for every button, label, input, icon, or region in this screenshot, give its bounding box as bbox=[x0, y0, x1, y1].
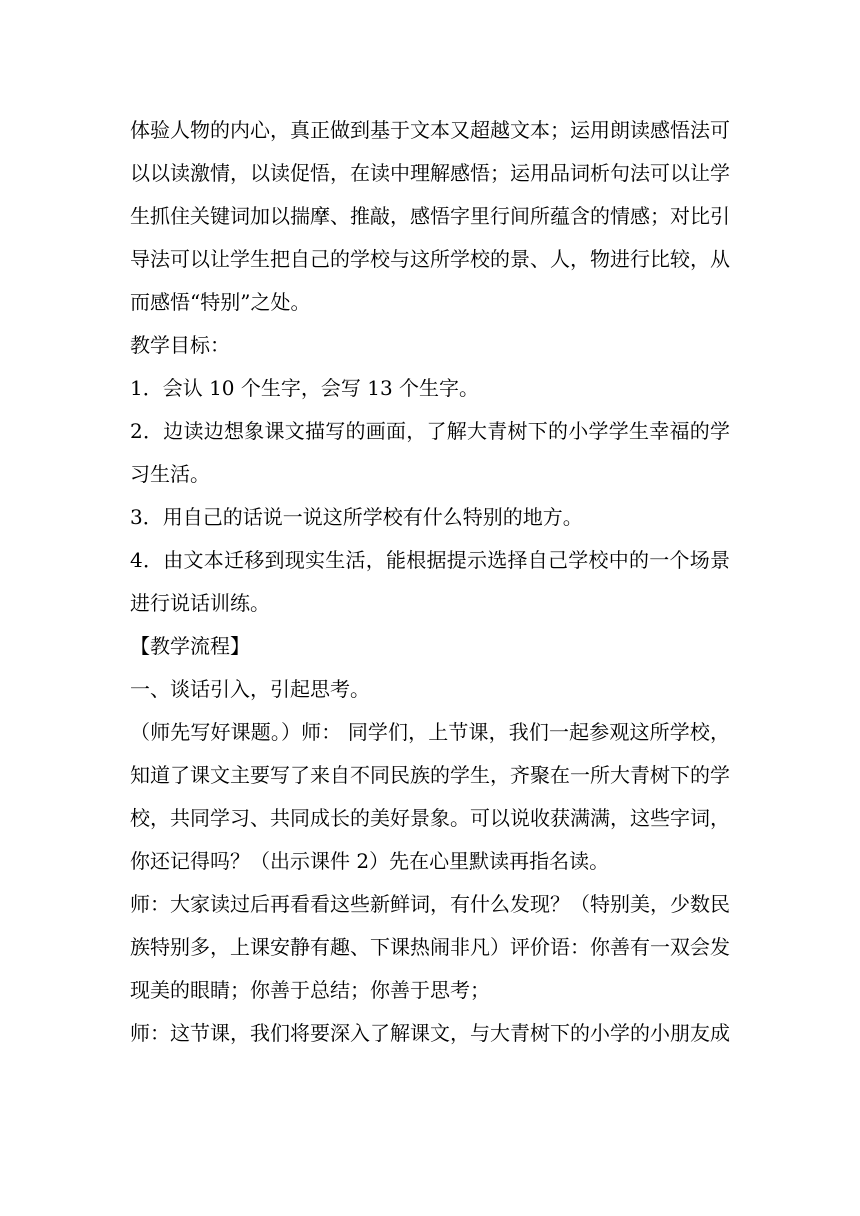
paragraph-line-10: 师：大家读过后再看看这些新鲜词，有什么发现？（特别美，少数民 bbox=[130, 892, 730, 916]
paragraph-line-6: （师先写好课题。）师： 同学们，上节课，我们一起参观这所学校， bbox=[130, 720, 730, 744]
paragraph-line-12: 现美的眼睛；你善于总结；你善于思考； bbox=[130, 978, 490, 1002]
section-heading-teaching-goals: 教学目标： bbox=[130, 333, 230, 357]
paragraph-line-8: 校，共同学习、共同成长的美好景象。可以说收获满满，这些字词， bbox=[130, 806, 730, 830]
paragraph-line-4: 导法可以让学生把自己的学校与这所学校的景、人，物进行比较，从 bbox=[130, 247, 730, 271]
goal-item-2-line-1: 2．边读边想象课文描写的画面，了解大青树下的小学学生幸福的学 bbox=[130, 419, 730, 443]
goal-item-2-line-2: 习生活。 bbox=[130, 462, 210, 486]
paragraph-line-3: 生抓住关键词加以揣摩、推敲，感悟字里行间所蕴含的情感；对比引 bbox=[130, 204, 730, 228]
section-heading-teaching-process: 【教学流程】 bbox=[130, 634, 250, 658]
paragraph-line-11: 族特别多，上课安静有趣、下课热闹非凡）评价语：你善有一双会发 bbox=[130, 935, 730, 959]
goal-item-1: 1．会认 10 个生字，会写 13 个生字。 bbox=[130, 376, 480, 400]
paragraph-line-9: 你还记得吗？（出示课件 2）先在心里默读再指名读。 bbox=[130, 849, 610, 873]
paragraph-line-13: 师：这节课，我们将要深入了解课文，与大青树下的小学的小朋友成 bbox=[130, 1021, 730, 1045]
goal-item-4-line-2: 进行说话训练。 bbox=[130, 591, 270, 615]
paragraph-line-1: 体验人物的内心，真正做到基于文本又超越文本；运用朗读感悟法可 bbox=[130, 118, 730, 142]
paragraph-line-7: 知道了课文主要写了来自不同民族的学生，齐聚在一所大青树下的学 bbox=[130, 763, 730, 787]
goal-item-4-line-1: 4．由文本迁移到现实生活，能根据提示选择自己学校中的一个场景 bbox=[130, 548, 730, 572]
paragraph-line-5: 而感悟“特别”之处。 bbox=[130, 290, 311, 314]
paragraph-line-2: 以以读激情，以读促悟，在读中理解感悟；运用品词析句法可以让学 bbox=[130, 161, 730, 185]
goal-item-3: 3．用自己的话说一说这所学校有什么特别的地方。 bbox=[130, 505, 583, 529]
step-heading-1: 一、谈话引入，引起思考。 bbox=[130, 677, 370, 701]
